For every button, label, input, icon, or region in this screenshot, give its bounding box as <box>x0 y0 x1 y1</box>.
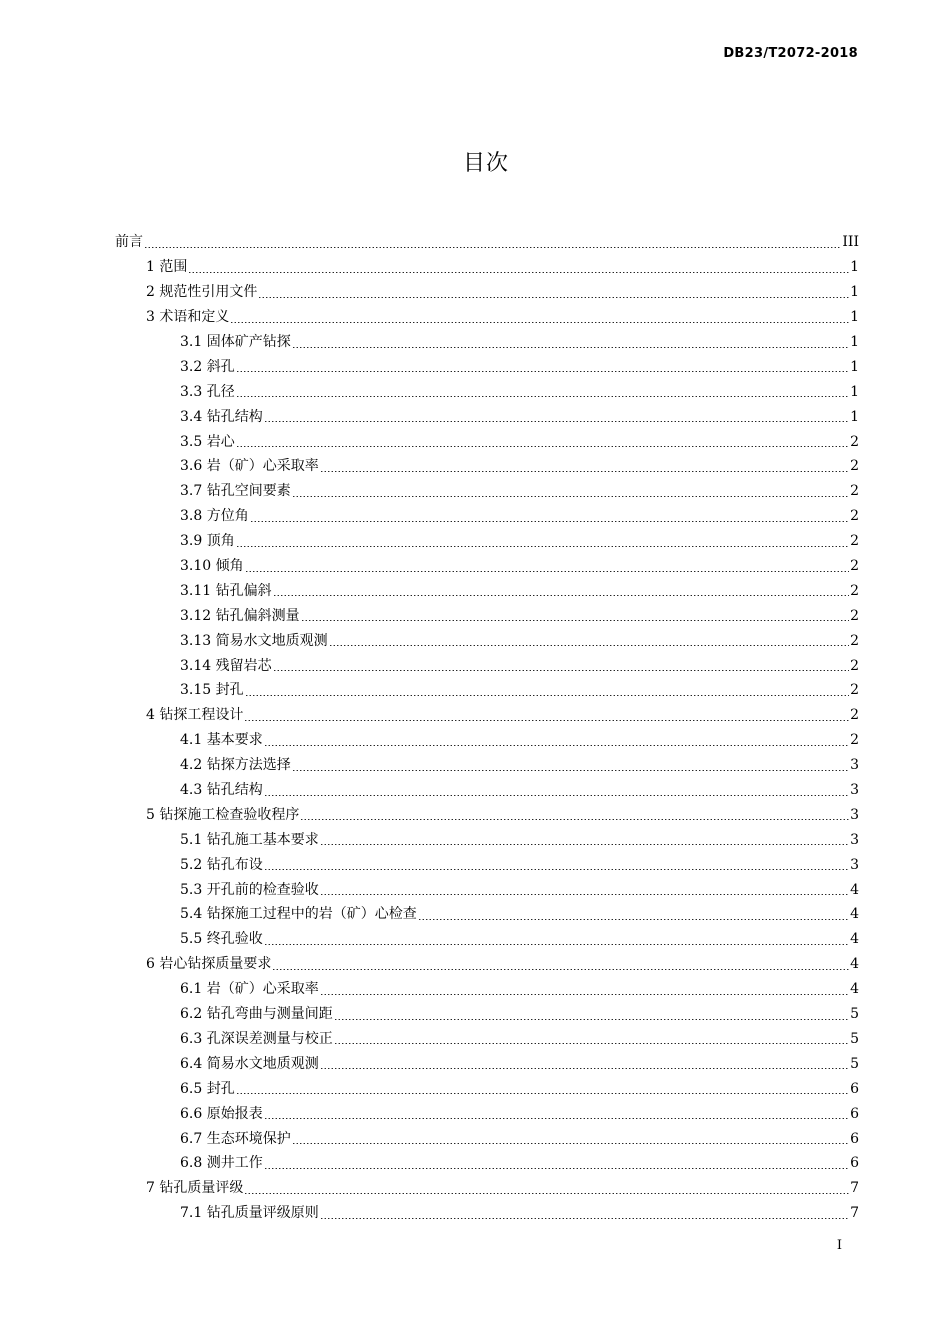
toc-entry-page: 2 <box>850 682 859 699</box>
toc-entry-label: 1 范围 <box>146 259 188 276</box>
toc-entry[interactable] <box>115 603 859 628</box>
toc-entry-page: III <box>842 234 859 251</box>
toc-entry[interactable] <box>115 479 859 504</box>
toc-entry[interactable] <box>115 354 859 379</box>
toc-entry-page: 2 <box>850 508 859 525</box>
toc-entry-page: 1 <box>850 358 859 375</box>
toc-dot-leader <box>244 720 849 721</box>
toc-entry[interactable] <box>115 653 859 678</box>
toc-dot-leader <box>236 446 849 447</box>
toc-dot-leader <box>236 396 849 397</box>
toc-entry[interactable] <box>115 952 859 977</box>
toc-entry[interactable] <box>115 504 859 529</box>
toc-entry-label: 3.7 钻孔空间要素 <box>180 483 291 500</box>
toc-entry[interactable] <box>115 927 859 952</box>
toc-entry[interactable] <box>115 1027 859 1052</box>
toc-entry[interactable] <box>115 977 859 1002</box>
toc-dot-leader <box>320 894 849 895</box>
toc-dot-leader <box>264 869 849 870</box>
toc-entry-page: 2 <box>850 433 859 450</box>
toc-dot-leader <box>292 770 849 771</box>
toc-entry[interactable] <box>115 827 859 852</box>
toc-entry-label: 3.6 岩（矿）心采取率 <box>180 458 319 475</box>
toc-entry-page: 5 <box>850 1030 859 1047</box>
toc-entry[interactable] <box>115 529 859 554</box>
toc-entry-label: 3.1 固体矿产钻探 <box>180 334 291 350</box>
toc-entry-label: 4.2 钻探方法选择 <box>180 757 291 774</box>
toc-entry[interactable] <box>115 379 859 404</box>
toc-entry-label: 4.1 基本要求 <box>180 732 263 749</box>
toc-entry-label: 3.12 钻孔偏斜测量 <box>180 607 300 624</box>
toc-entry[interactable] <box>115 852 859 877</box>
toc-dot-leader <box>264 421 849 422</box>
footer-page-number: I <box>836 1238 842 1253</box>
toc-dot-leader <box>272 969 849 970</box>
toc-entry-page: 7 <box>850 1205 859 1222</box>
toc-dot-leader <box>320 1218 849 1219</box>
toc-dot-leader <box>273 670 849 671</box>
toc-dot-leader <box>236 546 849 547</box>
document-code: DB23/T2072-2018 <box>723 46 858 61</box>
toc-entry-page: 3 <box>850 806 859 823</box>
toc-dot-leader <box>264 1168 849 1169</box>
toc-entry-page: 2 <box>850 483 859 500</box>
toc-dot-leader <box>236 1093 849 1094</box>
toc-entry[interactable] <box>115 330 859 355</box>
toc-entry-label: 5.2 钻孔布设 <box>180 856 263 873</box>
toc-entry-label: 3.15 封孔 <box>180 682 244 699</box>
toc-entry[interactable] <box>115 1176 859 1201</box>
toc-dot-leader <box>329 645 849 646</box>
toc-entry-label: 6.1 岩（矿）心采取率 <box>180 981 319 998</box>
toc-entry-label: 6.4 简易水文地质观测 <box>180 1055 319 1072</box>
toc-entry[interactable] <box>115 230 859 255</box>
toc-dot-leader <box>258 297 849 298</box>
toc-dot-leader <box>144 247 841 248</box>
toc-entry-page: 1 <box>850 408 859 425</box>
toc-entry-label: 6.6 原始报表 <box>180 1105 263 1122</box>
toc-entry-label: 3.9 顶角 <box>180 533 235 550</box>
toc-entry-page: 2 <box>850 657 859 674</box>
toc-dot-leader <box>292 496 849 497</box>
toc-entry-label: 6.3 孔深误差测量与校正 <box>180 1030 333 1047</box>
toc-entry[interactable] <box>115 1076 859 1101</box>
toc-entry[interactable] <box>115 728 859 753</box>
toc-entry-label: 5.4 钻探施工过程中的岩（矿）心检查 <box>180 906 417 923</box>
toc-entry[interactable] <box>115 454 859 479</box>
toc-dot-leader <box>300 819 849 820</box>
toc-entry-page: 3 <box>850 831 859 848</box>
toc-entry[interactable] <box>115 778 859 803</box>
toc-entry-label: 5.5 终孔验收 <box>180 931 263 948</box>
toc-entry[interactable] <box>115 1201 859 1226</box>
toc-entry-page: 6 <box>850 1105 859 1122</box>
toc-dot-leader <box>245 571 849 572</box>
toc-entry[interactable] <box>115 1126 859 1151</box>
toc-entry-label: 4.3 钻孔结构 <box>180 782 263 799</box>
toc-dot-leader <box>244 1193 849 1194</box>
toc-entry[interactable] <box>115 554 859 579</box>
toc-dot-leader <box>334 1043 849 1044</box>
toc-dot-leader <box>245 695 849 696</box>
toc-entry-label: 6.8 测井工作 <box>180 1155 263 1172</box>
toc-entry-label: 3.14 残留岩芯 <box>180 657 272 674</box>
toc-dot-leader <box>250 521 849 522</box>
toc-entry-label: 2 规范性引用文件 <box>146 284 258 301</box>
toc-dot-leader <box>418 919 849 920</box>
toc-entry[interactable] <box>115 902 859 927</box>
toc-entry-label: 7.1 钻孔质量评级原则 <box>180 1205 319 1222</box>
toc-entry-page: 7 <box>850 1180 859 1197</box>
toc-entry[interactable] <box>115 255 859 280</box>
toc-entry-label: 3.10 倾角 <box>180 558 244 575</box>
toc-entry-page: 2 <box>850 582 859 599</box>
toc-dot-leader <box>334 1019 849 1020</box>
toc-entry-label: 5.1 钻孔施工基本要求 <box>180 831 319 848</box>
toc-entry-label: 3.13 简易水文地质观测 <box>180 632 328 649</box>
table-of-contents <box>115 230 859 1226</box>
toc-entry[interactable] <box>115 678 859 703</box>
toc-entry-page: 1 <box>850 383 859 400</box>
toc-entry[interactable] <box>115 578 859 603</box>
toc-dot-leader <box>188 272 849 273</box>
toc-entry-page: 3 <box>850 757 859 774</box>
toc-dot-leader <box>264 944 849 945</box>
toc-dot-leader <box>292 347 849 348</box>
toc-entry-label: 6.5 封孔 <box>180 1080 235 1097</box>
toc-entry-page: 1 <box>850 309 859 326</box>
toc-entry-page: 1 <box>850 334 859 350</box>
toc-entry[interactable] <box>115 753 859 778</box>
toc-entry-label: 4 钻探工程设计 <box>146 707 244 724</box>
toc-entry[interactable] <box>115 802 859 827</box>
toc-entry[interactable] <box>115 628 859 653</box>
toc-entry-label: 3.4 钻孔结构 <box>180 408 263 425</box>
toc-entry-page: 6 <box>850 1080 859 1097</box>
toc-entry-label: 5.3 开孔前的检查验收 <box>180 881 319 898</box>
toc-entry-label: 3.3 孔径 <box>180 383 235 400</box>
toc-entry-label: 3 术语和定义 <box>146 309 230 326</box>
toc-entry-page: 2 <box>850 558 859 575</box>
toc-entry[interactable] <box>115 429 859 454</box>
toc-entry-page: 2 <box>850 632 859 649</box>
toc-dot-leader <box>264 795 849 796</box>
toc-entry-label: 3.5 岩心 <box>180 433 235 450</box>
toc-entry-page: 6 <box>850 1130 859 1147</box>
toc-dot-leader <box>230 322 849 323</box>
toc-dot-leader <box>264 745 849 746</box>
toc-entry-label: 6 岩心钻探质量要求 <box>146 956 272 973</box>
toc-entry-page: 3 <box>850 856 859 873</box>
page-title: 目次 <box>462 151 509 176</box>
toc-entry[interactable] <box>115 404 859 429</box>
toc-entry-page: 5 <box>850 1055 859 1072</box>
toc-dot-leader <box>292 1143 849 1144</box>
toc-dot-leader <box>320 1068 849 1069</box>
toc-entry-page: 4 <box>850 881 859 898</box>
toc-entry-label: 3.8 方位角 <box>180 508 249 525</box>
toc-entry-page: 2 <box>850 732 859 749</box>
toc-entry[interactable] <box>115 1051 859 1076</box>
toc-entry-page: 1 <box>850 284 859 301</box>
toc-entry-page: 2 <box>850 458 859 475</box>
toc-entry-page: 4 <box>850 931 859 948</box>
toc-entry-page: 4 <box>850 906 859 923</box>
toc-dot-leader <box>264 1118 849 1119</box>
toc-entry-page: 2 <box>850 707 859 724</box>
toc-dot-leader <box>320 471 849 472</box>
toc-entry[interactable] <box>115 1151 859 1176</box>
toc-entry-label: 前言 <box>115 234 143 251</box>
toc-entry-label: 3.11 钻孔偏斜 <box>180 582 272 599</box>
toc-entry-page: 1 <box>850 259 859 276</box>
toc-dot-leader <box>301 620 849 621</box>
toc-entry-label: 6.7 生态环境保护 <box>180 1130 291 1147</box>
toc-dot-leader <box>236 371 849 372</box>
toc-entry[interactable] <box>115 305 859 330</box>
toc-entry[interactable] <box>115 877 859 902</box>
toc-entry-page: 5 <box>850 1006 859 1023</box>
toc-entry-page: 2 <box>850 607 859 624</box>
toc-entry[interactable] <box>115 703 859 728</box>
toc-entry-label: 6.2 钻孔弯曲与测量间距 <box>180 1006 333 1023</box>
toc-entry-label: 5 钻探施工检查验收程序 <box>146 806 300 823</box>
toc-entry-page: 4 <box>850 956 859 973</box>
toc-entry-label: 3.2 斜孔 <box>180 358 235 375</box>
toc-entry-page: 2 <box>850 533 859 550</box>
toc-entry-page: 4 <box>850 981 859 998</box>
toc-entry-page: 6 <box>850 1155 859 1172</box>
toc-dot-leader <box>273 595 849 596</box>
toc-entry[interactable] <box>115 1002 859 1027</box>
toc-entry[interactable] <box>115 1101 859 1126</box>
toc-entry[interactable] <box>115 280 859 305</box>
toc-dot-leader <box>320 994 849 995</box>
toc-entry-page: 3 <box>850 782 859 799</box>
toc-entry-label: 7 钻孔质量评级 <box>146 1180 244 1197</box>
toc-dot-leader <box>320 844 849 845</box>
